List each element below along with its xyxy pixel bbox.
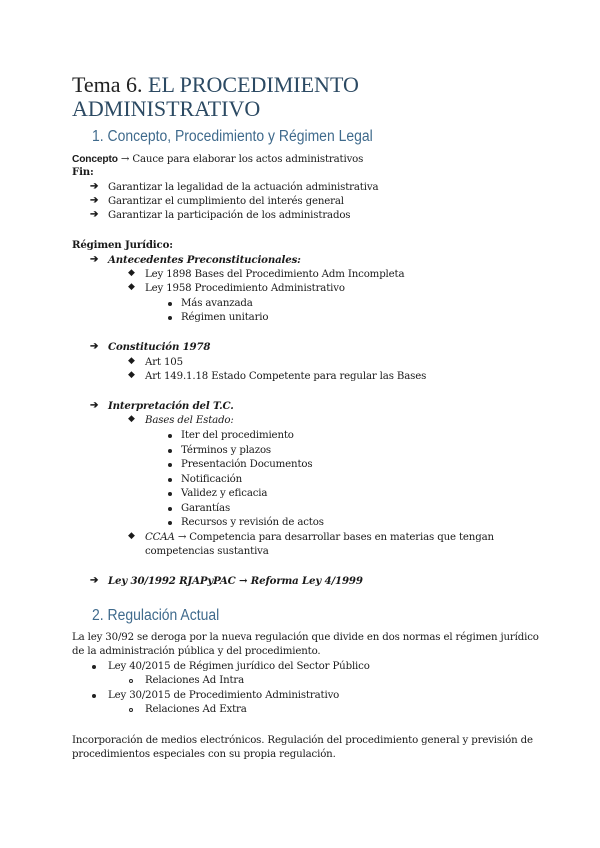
title-lead: Tema 6. (72, 72, 143, 97)
diamond-bullet-icon: ◆ (128, 356, 135, 366)
page-title-line2: ADMINISTRATIVO (72, 96, 261, 121)
dot-bullet-icon (168, 478, 172, 482)
bases-label: Bases del Estado: (145, 415, 234, 426)
circle-bullet-icon (129, 679, 133, 683)
dot-bullet-icon (168, 434, 172, 438)
bases-item-2: Términos y plazos (181, 445, 272, 456)
dot-bullet-icon (168, 449, 172, 453)
arrow-icon: ➔ (90, 341, 99, 352)
fin-item-1: Garantizar la legalidad de la actuación administrativa (108, 182, 379, 193)
ccaa-line2: competencias sustantiva (145, 546, 269, 557)
bases-item-3: Presentación Documentos (181, 459, 313, 470)
antecedentes-subitem-2: Régimen unitario (181, 312, 269, 323)
dot-bullet-icon (168, 507, 172, 511)
arrow-icon: ➔ (90, 209, 99, 220)
dot-bullet-icon (92, 665, 96, 669)
bases-item-5: Validez y eficacia (181, 488, 268, 499)
arrow-icon: ➔ (90, 400, 99, 411)
page-title-line1 (72, 73, 359, 97)
arrow-icon: ➔ (90, 254, 99, 265)
circle-bullet-icon (129, 708, 133, 712)
title-accent-1: EL PROCEDIMIENTO (148, 72, 359, 97)
antecedentes-item-1: Ley 1898 Bases del Procedimiento Adm Incompleta (145, 269, 405, 280)
diamond-bullet-icon: ◆ (128, 370, 135, 380)
interpretacion-label: Interpretación del T.C. (108, 400, 234, 412)
section1-heading: 1. Concepto, Procedimiento y Régimen Legal (92, 128, 373, 145)
arrow-icon: ➔ (90, 575, 99, 586)
section2-heading: 2. Regulación Actual (92, 607, 220, 624)
concepto-line (72, 153, 363, 166)
dot-bullet-icon (92, 694, 96, 698)
section2-intro-2: de la administración pública y del procedimiento. (72, 646, 321, 657)
dot-bullet-icon (168, 463, 172, 467)
arrow-icon: ➔ (90, 181, 99, 192)
regimen-label: Régimen Jurídico: (72, 239, 173, 251)
fin-item-2: Garantizar el cumplimiento del interés general (108, 196, 344, 207)
regulacion-item-2: Ley 30/2015 de Procedimiento Administrativo (108, 690, 340, 701)
constitucion-item-1: Art 105 (145, 357, 183, 368)
bases-item-4: Notificación (181, 474, 243, 485)
diamond-bullet-icon: ◆ (128, 414, 135, 424)
regulacion-item-1: Ley 40/2015 de Régimen jurídico del Sector Público (108, 661, 370, 672)
dot-bullet-icon (168, 492, 172, 496)
bases-item-1: Iter del procedimiento (181, 430, 294, 441)
fin-label: Fin: (72, 166, 94, 178)
ccaa-label: CCAA (145, 532, 175, 543)
antecedentes-item-2: Ley 1958 Procedimiento Administrativo (145, 283, 345, 294)
constitucion-item-2: Art 149.1.18 Estado Competente para regular las Bases (145, 371, 427, 382)
dot-bullet-icon (168, 316, 172, 320)
bases-item-6: Garantías (181, 503, 231, 514)
closing-line-1: Incorporación de medios electrónicos. Regulación del procedimiento general y previsión de (72, 735, 533, 746)
concepto-text: → Cauce para elaborar los actos administrativos (120, 154, 364, 165)
antecedentes-subitem-1: Más avanzada (181, 298, 253, 309)
dot-bullet-icon (168, 521, 172, 525)
regulacion-subitem-1: Relaciones Ad Intra (145, 675, 245, 686)
concepto-label: Concepto (72, 154, 118, 165)
antecedentes-label: Antecedentes Preconstitucionales: (108, 254, 301, 266)
section2-intro-1: La ley 30/92 se deroga por la nueva regulación que divide en dos normas el régimen jurídico (72, 632, 539, 643)
fin-item-3: Garantizar la participación de los administrados (108, 210, 351, 221)
dot-bullet-icon (168, 302, 172, 306)
bases-item-7: Recursos y revisión de actos (181, 517, 324, 528)
diamond-bullet-icon: ◆ (128, 282, 135, 292)
regulacion-subitem-2: Relaciones Ad Extra (145, 704, 247, 715)
diamond-bullet-icon: ◆ (128, 268, 135, 278)
ccaa-text: → Competencia para desarrollar bases en materias que tengan (177, 532, 494, 543)
ley-line: Ley 30/1992 RJAPyPAC → Reforma Ley 4/1999 (108, 575, 363, 587)
constitucion-label: Constitución 1978 (108, 341, 211, 353)
diamond-bullet-icon: ◆ (128, 531, 135, 541)
arrow-icon: ➔ (90, 195, 99, 206)
closing-line-2: procedimientos especiales con su propia regulación. (72, 749, 336, 760)
ccaa-line1 (145, 531, 494, 544)
